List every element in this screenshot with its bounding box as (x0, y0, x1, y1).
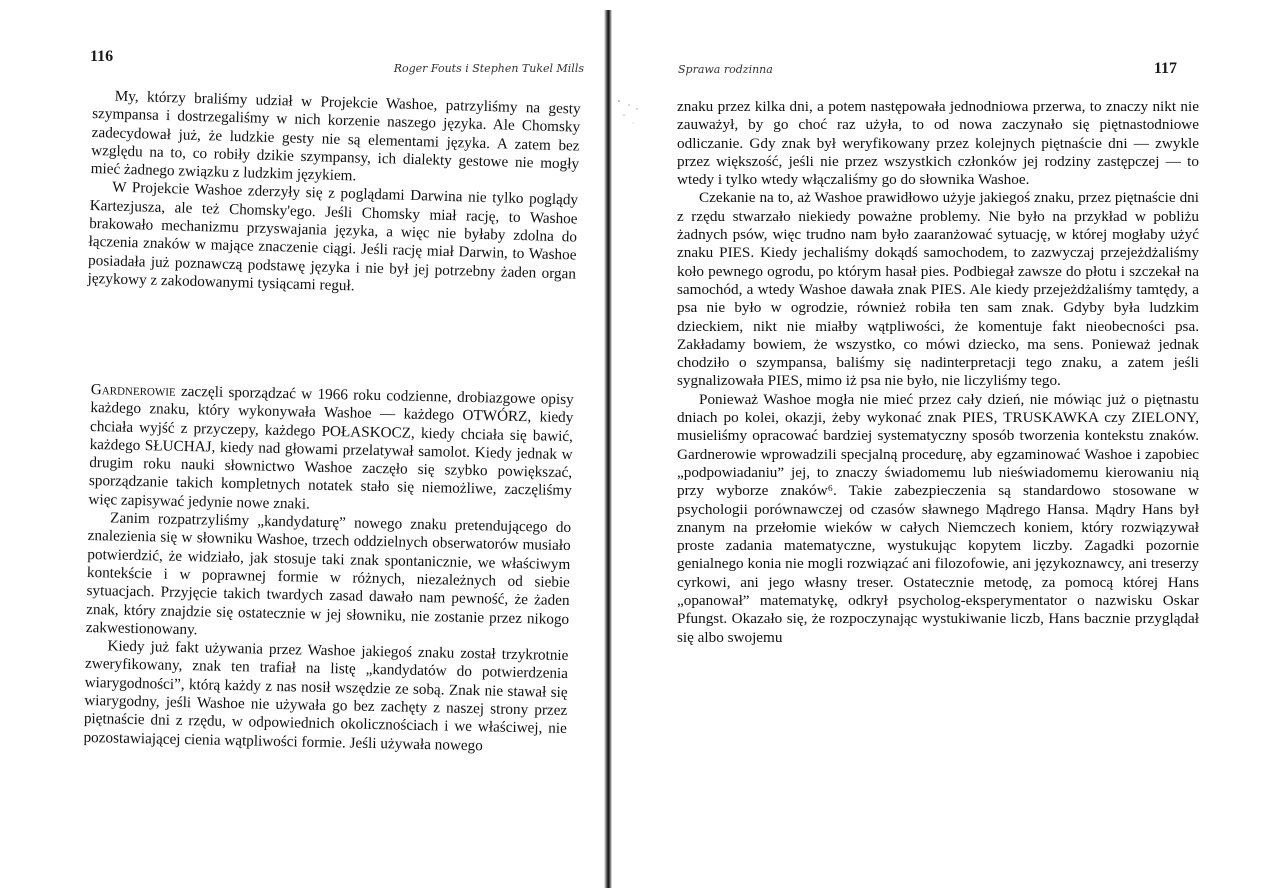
paragraph (88, 381, 574, 519)
paragraph: Zanim rozpatrzyliśmy „kandydaturę” nowego znaku pretendującego do znalezienia się w słowniku Washoe, trzech oddzielnych obserwatorów musiało potwierdzić, że widziało, jak stosuje taki znak spontanicznie, we właściwym kontekście i w poprawnej formie w różnych, niezależnych od siebie sytuacjach. Przyjęcie takich twardych zasad dawało nam pewność, że żaden znak, który znajdzie się ostatecznie w jej słowniku, nie zostanie przez nikogo zakwestionowany. (85, 509, 572, 639)
right-page (612, 0, 1262, 894)
left-section-1 (87, 87, 580, 302)
paragraph-text: zaczęli sporządzać w 1966 roku codzienne, drobiazgowe opisy każdego znaku, który wykonywała Washoe — każdego OTWÓRZ, kiedy chciała wyjść z przyczepy, każdego POŁASKOCZ, kiedy chciała się bawić, każdego SŁUCHAJ, kiedy nad głowami przelatywał samolot. Kiedy jednak w drugim roku nauki słownictwo Washoe zaczęło się szybko powiększać, sporządzanie takich kompletnych notatek stało się niemożliwe, zaczęliśmy więc zapisywać jedynie nowe znaki. (88, 382, 574, 513)
paragraph: W Projekcie Washoe zderzyły się z poglądami Darwina nie tylko poglądy Kartezjusza, ale też Chomsky'ego. Jeśli Chomsky miał rację, to Washoe brakowało mechanizmu przyswajania języka, a więc nie byłaby zdolna do łączenia znaków w mające znaczenie ciągi. Jeśli rację miał Darwin, to Washoe posiadała już poznawczą podstawę języka i nie był jej potrzebny żaden organ językowy z zakodowanymi tysiącami reguł. (87, 179, 579, 295)
section-lead-in: Gardnerowie (90, 381, 176, 400)
paragraph: Ponieważ Washoe mogła nie mieć przez cały dzień, nie mówiąc już o piętnastu dniach po kolei, okazji, żeby wykonać znak PIES, TRUSKAWKA czy ZIELONY, musieliśmy opracować bardziej systematyczny sposób tworzenia kontekstu znaków. Gardnerowie wprowadzili specjalną procedurę, aby egzaminować Washoe i zapobiec „podpowiadaniu” jej, to znaczy świadomemu lub nieświadomemu kierowaniu nią przy wyborze znaków⁶. Takie zabezpieczenia są standardowo stosowane w psychologii porównawczej od czasów sławnego Mądrego Hansa. Mądry Hans był znanym na przełomie wieków w całych Niemczech koniem, który rozwiązywał proste zadania matematyczne, wystukując kopytem liczby. Zagadki pozornie genialnego konia nie mogli rozwiązać ani filozofowie, ani językoznawcy, ani treserzy cyrkowi, ani jego własny treser. Ostatecznie metodę, za pomocą której Hans „opanował” matematykę, odkrył psycholog-eksperymentator o nazwisku Oskar Pfungst. Okazało się, że rozpoczynając wystukiwanie liczb, Hans bacznie przyglądał się albo swojemu (677, 390, 1199, 646)
left-running-head: Roger Fouts i Stephen Tukel Mills (393, 62, 584, 75)
right-running-head: Sprawa rodzinna (678, 63, 773, 76)
paragraph: Kiedy już fakt używania przez Washoe jakiegoś znaku został trzykrotnie zweryfikowany, znak ten trafiał na listę „kandydatów do potwierdzenia wiarygodności”, którą każdy z nas nosił wszędzie ze sobą. Znak nie stawał się wiarygodny, jeśli Washoe nie używała go bez zachęty z naszej strony przez piętnaście dni z rzędu, w odpowiednich okolicznościach i we właściwej, nie pozostawiającej cienia wątpliwości formie. Jeśli używała nowego (83, 637, 569, 754)
right-text-column (677, 98, 1199, 647)
paragraph: My, którzy braliśmy udział w Projekcie Washoe, patrzyliśmy na gesty szympansa i dostrzegaliśmy w nich korzenie naszego języka. Ale Chomsky zadecydował już, że ludzkie gesty nie są elementami języka. A zatem bez względu na to, co robiły dzikie szympansy, ich dialekty gestowe nie mogły mieć żadnego związku z ludzkim językiem. (90, 87, 581, 185)
paragraph: znaku przez kilka dni, a potem następowała jednodniowa przerwa, to znaczy nikt nie zauważył, by go choć raz użyła, to od nowa zaczynało się piętnastodniowe odliczanie. Gdy znak był weryfikowany przez kolejnych piętnaście dni — zwykle przez większość, jeśli nie przez wszystkich członków jej rodziny zastępczej — to wtedy i tylko wtedy włączaliśmy go do słownika Washoe. (677, 98, 1199, 189)
right-page-number: 117 (1153, 60, 1177, 77)
left-page (0, 0, 612, 894)
left-section-2 (83, 381, 574, 757)
paragraph: Czekanie na to, aż Washoe prawidłowo użyje jakiegoś znaku, przez piętnaście dni z rzędu stwarzało niekiedy poważne problemy. Nie było na przykład w pobliżu żadnych psów, więc trudno nam było zaaranżować sytuację, w której mogłaby użyć znaku PIES. Kiedy jechaliśmy dokądś samochodem, to zazwyczaj przejeżdżaliśmy koło pewnego ogrodu, po którym hasał pies. Podbiegał zawsze do płotu i szczekał na samochód, a wtedy Washoe dawała znak PIES. Ale kiedy przejeżdżaliśmy tamtędy, a psa nie było w ogrodzie, również robiła ten sam znak. Gdyby była ludzkim dzieckiem, nikt nie miałby wątpliwości, że komentuje fakt nieobecności psa. Zakładamy bowiem, że wszystko, co mówi dziecko, ma sens. Ponieważ jednak chodziło o szympansa, baliśmy się nadinterpretacji tego znaku, a zatem jeśli sygnalizowała PIES, mimo iż psa nie było, nie liczyliśmy tego. (677, 189, 1199, 390)
left-page-number: 116 (90, 48, 114, 65)
